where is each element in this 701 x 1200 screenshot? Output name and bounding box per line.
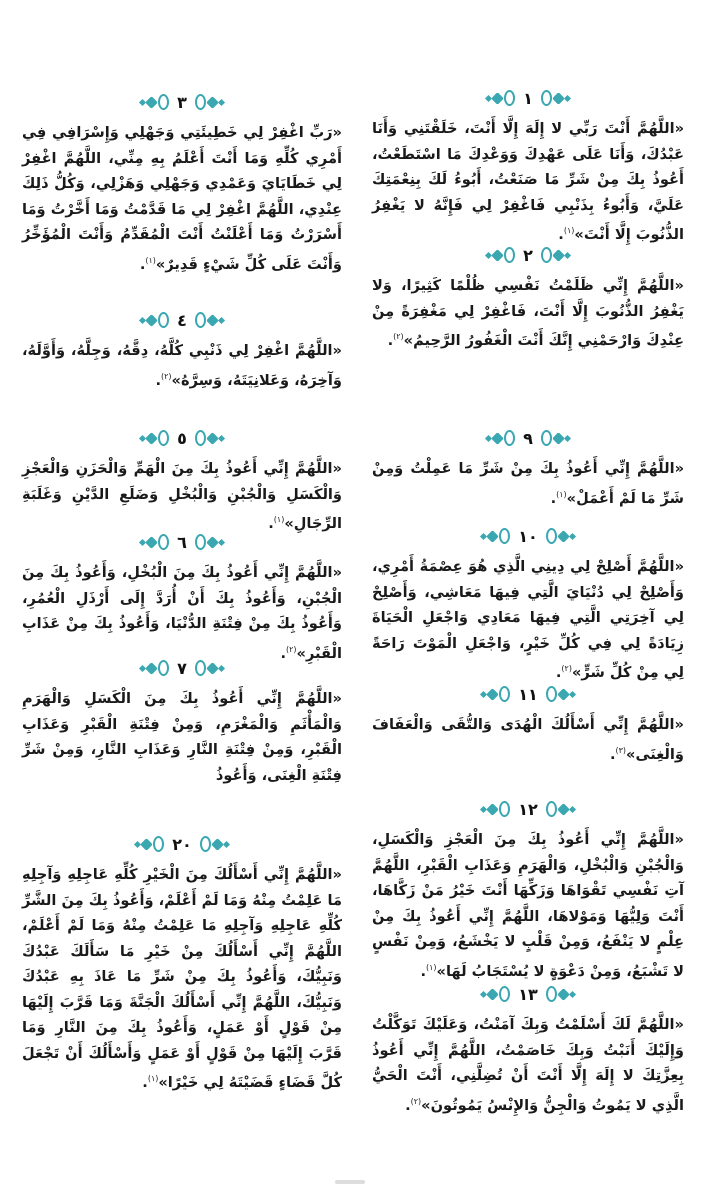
ornament-right-icon [200, 836, 229, 852]
dua-number: ٤ [177, 310, 187, 330]
dua-number: ١ [523, 88, 533, 108]
dua-number: ٣ [177, 92, 187, 112]
dua-number-badge [372, 982, 684, 1006]
dua-text: «اللَّهُمَّ أَنْتَ رَبِّي لا إِلَهَ إِلَّا أَنْتَ، خَلَقْتَنِي وَأَنَا عَبْدُكَ، وَأَنَا عَلَى عَهْدِكَ وَوَعْدِكَ مَا اسْتَطَعْتُ، أَعُوذُ بِكَ مِنْ شَرِّ مَا صَنَعْتُ، أَبُوءُ لَكَ بِنِعْمَتِكَ عَلَيَّ، وَأَبُوءُ بِذَنْبِي فَاغْفِرْ لِي فَإِنَّهُ لا يَغْفِرُ الذُّنُوبَ إِلَّا أَنْتَ»$^{(١)}$. [372, 120, 684, 243]
dua-text: «اللَّهُمَّ إِنِّي ظَلَمْتُ نَفْسِي ظُلْمًا كَثِيرًا، وَلا يَغْفِرُ الذُّنُوبَ إِلَّا أَنْتَ، فَاغْفِرْ لِي مَغْفِرَةً مِنْ عِنْدِكَ وَارْحَمْنِي إِنَّكَ أَنْتَ الْغَفُورُ الرَّحِيمُ»$^{(٢)}$. [372, 277, 684, 349]
dua-number-badge [372, 524, 684, 548]
dua-block-9 [372, 426, 684, 511]
dua-number: ١٢ [518, 799, 538, 819]
ornament-right-icon [195, 94, 224, 110]
dua-number-badge [22, 530, 342, 554]
ornament-left-icon [140, 660, 169, 676]
dua-number-badge [372, 86, 684, 110]
dua-number: ٦ [177, 532, 187, 552]
ornament-right-icon [541, 247, 570, 263]
dua-block-3 [22, 90, 342, 277]
ornament-left-icon [481, 528, 510, 544]
dua-block-5 [22, 426, 342, 536]
dua-text: «اللَّهُمَّ إِنِّي أَسْأَلُكَ مِنَ الْخَيْرِ كُلِّهِ عَاجِلِهِ وَآجِلِهِ مَا عَلِمْتُ مِنْهُ وَمَا لَمْ أَعْلَمْ، وَأَعُوذُ بِكَ مِنَ الشَّرِّ كُلِّهِ عَاجِلِهِ وَآجِلِهِ مَا عَلِمْتُ مِنْهُ وَمَا لَمْ أَعْلَمْ، اللَّهُمَّ إِنِّي أَسْأَلُكَ مِنْ خَيْرِ مَا سَأَلَكَ عَبْدُكَ وَنَبِيُّكَ، وَأَعُوذُ بِكَ مِنْ شَرِّ مَا عَاذَ بِهِ عَبْدُكَ وَنَبِيُّكَ، اللَّهُمَّ إِنِّي أَسْأَلُكَ الْجَنَّةَ وَمَا قَرَّبَ إِلَيْهَا مِنْ قَوْلٍ أَوْ عَمَلٍ، وَأَعُوذُ بِكَ مِنَ النَّارِ وَمَا قَرَّبَ إِلَيْهَا مِنْ قَوْلٍ أَوْ عَمَلٍ وَأَسْأَلُكَ أَنْ تَجْعَلَ كُلَّ قَضَاءٍ قَضَيْتَهُ لِي خَيْرًا»$^{(١)}$. [21, 866, 342, 1091]
ornament-left-icon [481, 686, 510, 702]
ornament-left-icon [140, 94, 169, 110]
ornament-left-icon [486, 430, 515, 446]
dua-number-badge [372, 426, 684, 450]
dua-number: ٩ [523, 428, 533, 448]
page-bottom-mark [335, 1180, 365, 1184]
dua-text: «اللَّهُمَّ إِنِّي أَعُوذُ بِكَ مِنَ الْبُخْلِ، وَأَعُوذُ بِكَ مِنَ الْجُبْنِ، وَأَعُوذُ بِكَ أَنْ أُرَدَّ إِلَى أَرْذَلِ الْعُمُرِ، وَأَعُوذُ بِكَ مِنْ فِتْنَةِ الدُّنْيَا، وَأَعُوذُ بِكَ مِنْ عَذَابِ الْقَبْرِ»$^{(٢)}$. [22, 564, 342, 662]
ornament-right-icon [546, 686, 575, 702]
dua-number-badge [22, 426, 342, 450]
dua-text: «اللَّهُمَّ لَكَ أَسْلَمْتُ وَبِكَ آمَنْتُ، وَعَلَيْكَ تَوَكَّلْتُ وَإِلَيْكَ أَنَبْتُ وَبِكَ خَاصَمْتُ، اللَّهُمَّ إِنِّي أَعُوذُ بِعِزَّتِكَ لا إِلَهَ إِلَّا أَنْتَ أَنْ تُضِلَّنِي، أَنْتَ الْحَيُّ الَّذِي لا يَمُوتُ وَالْجِنُّ وَالإِنْسُ يَمُوتُونَ»$^{(٢)}$. [372, 1016, 684, 1114]
dua-number-badge [372, 797, 684, 821]
ornament-left-icon [481, 986, 510, 1002]
ornament-right-icon [195, 660, 224, 676]
dua-block-1 [372, 86, 684, 247]
ornament-left-icon [135, 836, 164, 852]
dua-block-20 [22, 832, 342, 1095]
dua-number: ٥ [177, 428, 187, 448]
dua-block-7 [22, 656, 342, 788]
dua-block-12 [372, 797, 684, 984]
dua-text: «اللَّهُمَّ إِنِّي أَعُوذُ بِكَ مِنَ الْهَمِّ وَالْحَزَنِ وَالْعَجْزِ وَالْكَسَلِ وَالْجُبْنِ وَالْبُخْلِ وَضَلَعِ الدَّيْنِ وَغَلَبَةِ الرِّجَالِ»$^{(١)}$. [22, 460, 342, 532]
ornament-right-icon [195, 312, 224, 328]
ornament-right-icon [541, 430, 570, 446]
ornament-left-icon [486, 247, 515, 263]
ornament-left-icon [140, 312, 169, 328]
dua-block-6 [22, 530, 342, 666]
dua-number-badge [22, 656, 342, 680]
dua-text: «اللَّهُمَّ أَصْلِحْ لِي دِينِي الَّذِي هُوَ عِصْمَةُ أَمْرِي، وَأَصْلِحْ لِي دُنْيَايَ الَّتِي فِيهَا مَعَاشِي، وَأَصْلِحْ لِي آخِرَتِي الَّتِي فِيهَا مَعَادِي وَاجْعَلِ الْحَيَاةَ زِيَادَةً لِي فِي كُلِّ خَيْرٍ، وَاجْعَلِ الْمَوْتَ رَاحَةً لِي مِنْ كُلِّ شَرٍّ»$^{(٢)}$. [372, 558, 684, 681]
dua-number: ١٣ [518, 984, 538, 1004]
dua-text: «اللَّهُمَّ إِنِّي أَسْأَلُكَ الْهُدَى وَالتُّقَى وَالْعَفَافَ وَالْغِنَى»$^{(٣)}$. [372, 716, 684, 763]
ornament-left-icon [140, 534, 169, 550]
dua-text: «رَبِّ اغْفِرْ لِي خَطِيئَتِي وَجَهْلِي وَإِسْرَافِي فِي أَمْرِي كُلِّهِ وَمَا أَنْتَ أَعْلَمُ بِهِ مِنِّي، اللَّهُمَّ اغْفِرْ لِي خَطَايَايَ وَعَمْدِي وَجَهْلِي وَهَزْلِي، وَكُلُّ ذَلِكَ عِنْدِي، اللَّهُمَّ اغْفِرْ لِي مَا قَدَّمْتُ وَمَا أَخَّرْتُ وَمَا أَسْرَرْتُ وَمَا أَعْلَنْتُ أَنْتَ الْمُقَدِّمُ وَأَنْتَ الْمُؤَخِّرُ وَأَنْتَ عَلَى كُلِّ شَيْءٍ قَدِيرٌ»$^{(١)}$. [22, 124, 342, 273]
ornament-left-icon [486, 90, 515, 106]
ornament-right-icon [195, 534, 224, 550]
dua-text: «اللَّهُمَّ إِنِّي أَعُوذُ بِكَ مِنَ الْكَسَلِ وَالْهَرَمِ وَالْمَأْثَمِ وَالْمَغْرَمِ، وَمِنْ فِتْنَةِ الْقَبْرِ وَعَذَابِ الْقَبْرِ، وَمِنْ فِتْنَةِ النَّارِ وَعَذَابِ النَّارِ، وَمِنْ شَرِّ فِتْنَةِ الْغِنَى، وَأَعُوذُ [22, 690, 342, 784]
dua-text: «اللَّهُمَّ اغْفِرْ لِي ذَنْبِي كُلَّهُ، دِقَّهُ، وَجِلَّهُ، وَأَوَّلَهُ، وَآخِرَهُ، وَعَلانِيَتَهُ، وَسِرَّهُ»$^{(٢)}$. [22, 342, 342, 389]
dua-number: ١٠ [518, 526, 538, 546]
dua-block-2 [372, 243, 684, 353]
dua-number-badge [372, 682, 684, 706]
dua-block-4 [22, 308, 342, 393]
dua-block-10 [372, 524, 684, 685]
ornament-right-icon [546, 528, 575, 544]
dua-block-13 [372, 982, 684, 1118]
dua-number-badge [22, 308, 342, 332]
ornament-right-icon [546, 801, 575, 817]
ornament-left-icon [481, 801, 510, 817]
dua-text: «اللَّهُمَّ إِنِّي أَعُوذُ بِكَ مِنْ شَرِّ مَا عَمِلْتُ وَمِنْ شَرِّ مَا لَمْ أَعْمَلْ»$^{(١)}$. [372, 460, 684, 507]
dua-number: ٢ [523, 245, 533, 265]
dua-number: ٧ [177, 658, 187, 678]
dua-block-11 [372, 682, 684, 767]
ornament-right-icon [546, 986, 575, 1002]
dua-number-badge [22, 832, 342, 856]
dua-number: ١١ [518, 684, 538, 704]
ornament-right-icon [541, 90, 570, 106]
ornament-left-icon [140, 430, 169, 446]
dua-text: «اللَّهُمَّ إِنِّي أَعُوذُ بِكَ مِنَ الْعَجْزِ وَالْكَسَلِ، وَالْجُبْنِ وَالْبُخْلِ، وَالْهَرَمِ وَعَذَابِ الْقَبْرِ، اللَّهُمَّ آتِ نَفْسِي تَقْوَاهَا وَزَكِّهَا أَنْتَ خَيْرُ مَنْ زَكَّاهَا، أَنْتَ وَلِيُّهَا وَمَوْلاهَا، اللَّهُمَّ إِنِّي أَعُوذُ بِكَ مِنْ عِلْمٍ لا يَنْفَعُ، وَمِنْ قَلْبٍ لا يَخْشَعُ، وَمِنْ نَفْسٍ لا تَشْبَعُ، وَمِنْ دَعْوَةٍ لا يُسْتَجَابُ لَهَا»$^{(١)}$. [372, 831, 684, 980]
ornament-right-icon [195, 430, 224, 446]
dua-number-badge [22, 90, 342, 114]
dua-number-badge [372, 243, 684, 267]
dua-number: ٢٠ [172, 834, 192, 854]
